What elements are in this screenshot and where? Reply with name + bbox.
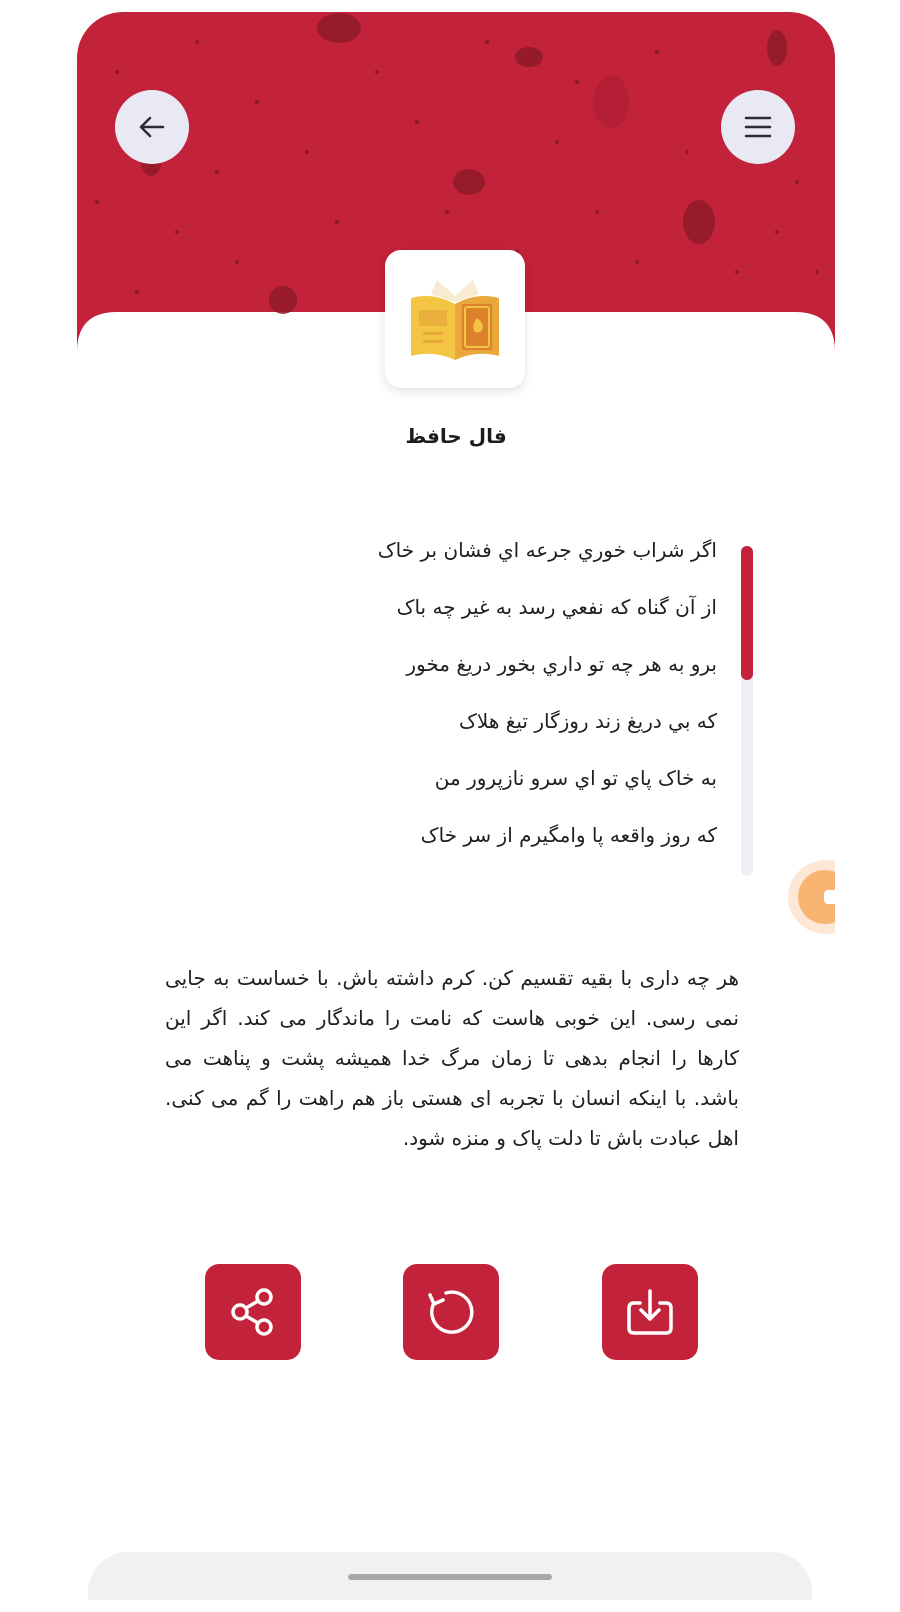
poem-line: که بي دريغ زند روزگار تيغ هلاک: [459, 709, 717, 733]
poem-line: اگر شراب خوري جرعه اي فشان بر خاک: [377, 538, 717, 562]
share-icon: [226, 1285, 280, 1339]
share-button[interactable]: [205, 1264, 301, 1360]
floating-side-button[interactable]: [788, 860, 835, 934]
header-banner: [77, 12, 835, 382]
open-book-icon: [407, 274, 503, 364]
page-title: فال حافظ: [405, 424, 507, 448]
refresh-icon: [424, 1285, 478, 1339]
download-icon: [623, 1285, 677, 1339]
interpretation-text: هر چه داری با بقیه تقسیم کن. کرم داشته باش. با خساست به جایی نمی رسی. این خوبی هاست که نامت را ماندگار می کند. اگر این کارها را انجام بدهی تا زمان مرگ خدا همیشه پشت و پناهت می باشد. با اینکه انسان با تجربه ای هستی باز هم راهت را گم می کنی. اهل عبادت باش تا دلت پاک و منزه شود.: [165, 966, 739, 1150]
poem-line: به خاک پاي تو اي سرو نازپرور من: [434, 766, 717, 790]
fal-card: [77, 12, 835, 1612]
download-button[interactable]: [602, 1264, 698, 1360]
arrow-left-icon: [137, 112, 167, 142]
poem-scrollbar[interactable]: [741, 546, 753, 876]
poem-line: برو به هر چه تو داري بخور دريغ مخور: [406, 652, 717, 676]
poem-scrollbar-thumb[interactable]: [741, 546, 753, 680]
refresh-button[interactable]: [403, 1264, 499, 1360]
hamburger-menu-icon: [743, 112, 773, 142]
home-indicator[interactable]: [348, 1574, 552, 1580]
poem-line: از آن گناه که نفعي رسد به غير چه باک: [396, 595, 717, 619]
poem-line: که روز واقعه پا وامگيرم از سر خاک: [420, 823, 717, 847]
app-logo-tile: [385, 250, 525, 388]
back-button[interactable]: [115, 90, 189, 164]
floating-side-icon: [798, 870, 835, 924]
menu-button[interactable]: [721, 90, 795, 164]
poem-text: [217, 522, 717, 864]
